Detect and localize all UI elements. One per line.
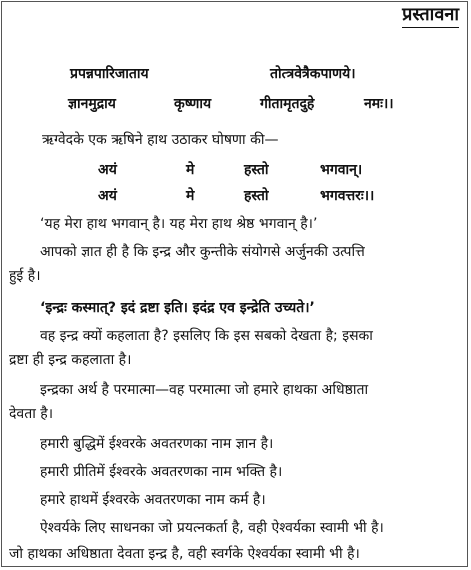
- paragraph-line: आपको ज्ञात ही है कि इन्द्र और कुन्तीके संयोगसे अर्जुनकी उत्पत्ति: [40, 244, 365, 260]
- paragraph-line: ऐश्वर्यके लिए साधनका जो प्रयत्नकर्ता है, वही ऐश्वर्यका स्वामी भी है।: [40, 520, 384, 536]
- mantra-word: अयं: [98, 162, 117, 178]
- paragraph-line: हमारी प्रीतिमें ईश्वरके अवतरणका नाम भक्ति है।: [40, 464, 283, 480]
- paragraph-line: द्रष्टा ही इन्द्र कहलाता है।: [9, 352, 132, 368]
- verse-word: नमः।।: [364, 96, 394, 112]
- paragraph-line: ‘इन्द्रः कस्मात्? इदं द्रष्टा इति। इदंद्र एव इन्द्रेति उच्यते।’: [40, 300, 315, 316]
- verse-word: प्रपन्नपारिजाताय: [70, 66, 149, 82]
- paragraph-line: ‘यह मेरा हाथ भगवान् है। यह मेरा हाथ श्रेष्ठ भगवान् है।’: [40, 216, 318, 232]
- page-title: प्रस्तावना: [402, 4, 459, 28]
- verse-word: ज्ञानमुद्राय: [68, 96, 116, 112]
- intro-text: ऋग्वेदके एक ऋषिने हाथ उठाकर घोषणा की—: [42, 132, 279, 148]
- paragraph-line: इन्द्रका अर्थ है परमात्मा—वह परमात्मा जो हमारे हाथका अधिष्ठाता: [40, 382, 369, 398]
- paragraph-line: हमारी बुद्धिमें ईश्वरके अवतरणका नाम ज्ञान है।: [40, 436, 274, 452]
- mantra-word: भगवान्।: [320, 162, 363, 178]
- verse-line-1: [2, 62, 468, 86]
- mantra-word: हस्तो: [244, 162, 269, 178]
- paragraph-line: वह इन्द्र क्यों कहलाता है? इसलिए कि इस सबको देखता है; इसका: [40, 328, 373, 344]
- verse-line-2: [2, 92, 468, 116]
- verse-word: कृष्णाय: [174, 96, 212, 112]
- mantra-word: अयं: [98, 188, 117, 204]
- mantra-word: भगवत्तरः।।: [320, 188, 375, 204]
- mantra-word: मे: [186, 162, 195, 178]
- verse-word: तोत्त्रवेत्रैकपाणये।: [270, 66, 356, 82]
- mantra-word: हस्तो: [244, 188, 269, 204]
- mantra-word: मे: [186, 188, 195, 204]
- mantra-line-2: [2, 184, 468, 208]
- verse-word: गीतामृतदुहे: [260, 96, 315, 112]
- paragraph-line: हमारे हाथमें ईश्वरके अवतरणका नाम कर्म है।: [40, 492, 266, 508]
- paragraph-line: जो हाथका अधिष्ठाता देवता इन्द्र है, वही स्वर्गके ऐश्वर्यका स्वामी भी है।: [9, 546, 360, 562]
- mantra-line-1: [2, 158, 468, 182]
- page-frame: [1, 1, 468, 567]
- paragraph-line: देवता है।: [9, 406, 54, 422]
- paragraph-line: हुई है।: [9, 268, 41, 284]
